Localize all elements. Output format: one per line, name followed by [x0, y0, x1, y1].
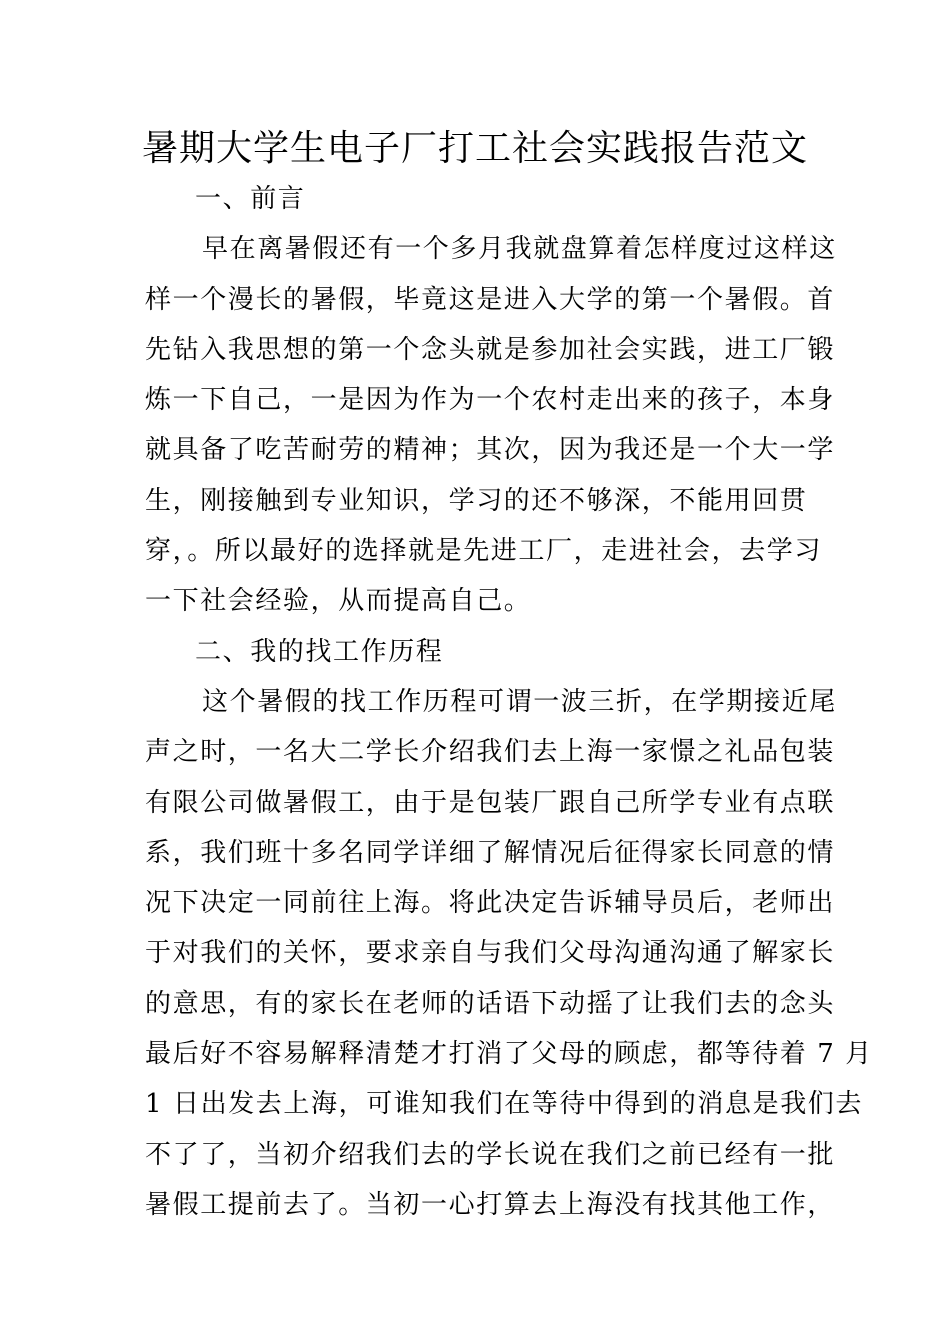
paragraph-line: 不了了，当初介绍我们去的学长说在我们之前已经有一批 — [145, 1139, 836, 1170]
document-title: 暑期大学生电子厂打工社会实践报告范文 — [141, 128, 808, 169]
paragraph-line: 于对我们的关怀，要求亲自与我们父母沟通沟通了解家长 — [145, 938, 836, 969]
paragraph-line: 系，我们班十多名同学详细了解情况后征得家长同意的情 — [145, 837, 836, 868]
paragraph-line: 生，刚接触到专业知识，学习的还不够深，不能用回贯 — [145, 485, 808, 516]
paragraph-line: 1 日出发去上海，可谁知我们在等待中得到的消息是我们去 — [145, 1089, 864, 1120]
paragraph-line: 就具备了吃苦耐劳的精神；其次，因为我还是一个大一学 — [145, 435, 836, 466]
paragraph-line: 样一个漫长的暑假，毕竟这是进入大学的第一个暑假。首 — [145, 284, 836, 315]
paragraph-line: 有限公司做暑假工，由于是包装厂跟自己所学专业有点联 — [145, 787, 836, 818]
paragraph-line: 况下决定一同前往上海。将此决定告诉辅导员后，老师出 — [145, 888, 836, 919]
paragraph-line: 的意思，有的家长在老师的话语下动摇了让我们去的念头 — [145, 988, 836, 1019]
section-heading-job-search: 二、我的找工作历程 — [195, 636, 444, 667]
paragraph-line: 穿，。所以最好的选择就是先进工厂，走进社会，去学习 — [145, 536, 823, 567]
paragraph-line: 炼一下自己，一是因为作为一个农村走出来的孩子，本身 — [145, 385, 836, 416]
paragraph-line: 早在离暑假还有一个多月我就盘算着怎样度过这样这 — [202, 234, 837, 265]
paragraph-line: 最后好不容易解释清楚才打消了父母的顾虑，都等待着 7 月 — [145, 1039, 873, 1070]
paragraph-line: 一下社会经验，从而提高自己。 — [145, 586, 532, 617]
paragraph-line: 先钻入我思想的第一个念头就是参加社会实践，进工厂锻 — [145, 334, 836, 365]
document-body — [145, 174, 873, 1230]
paragraph-line: 暑假工提前去了。当初一心打算去上海没有找其他工作， — [145, 1189, 836, 1220]
paragraph-line: 这个暑假的找工作历程可谓一波三折，在学期接近尾 — [202, 686, 837, 717]
paragraph-line: 声之时，一名大二学长介绍我们去上海一家憬之礼品包装 — [145, 737, 836, 768]
section-heading-preface: 一、前言 — [195, 184, 306, 214]
